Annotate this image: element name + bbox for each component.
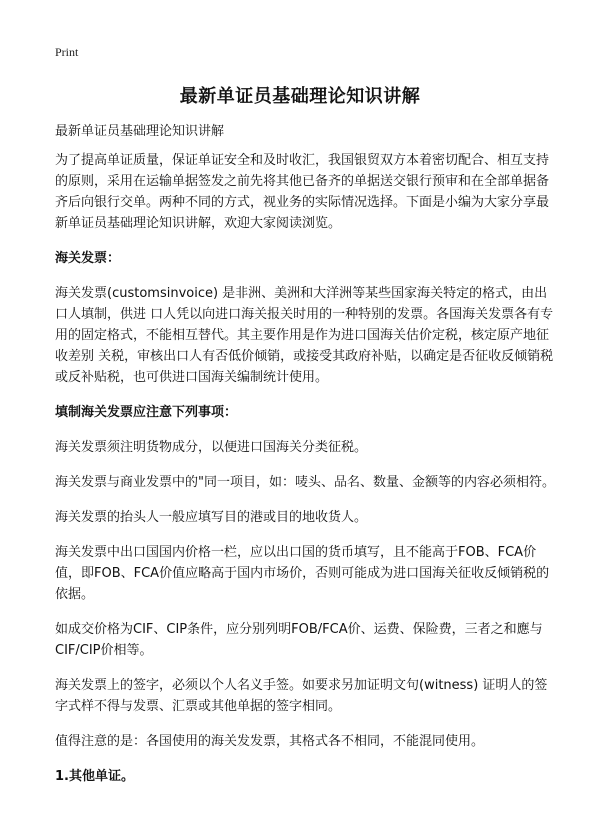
- note-paragraph-3: 海关发票的抬头人一般应填写目的港或目的地收货人。: [55, 510, 368, 525]
- note-paragraph-1: 海关发票须注明货物成分，以便进口国海关分类征税。: [55, 440, 368, 455]
- note-paragraph-4: 海关发票中出口国国内价格一栏，应以出口国的货币填写，且不能高于FOB、FCA价值，即FOB、FCA价值应略高于国内市场价，否则可能成为进口国海关征收反倾销税的依据。: [55, 545, 550, 602]
- section-heading-notes: 填制海关发票应注意下列事项：: [55, 405, 238, 420]
- section-heading-customs-invoice: 海关发票：: [55, 251, 121, 266]
- subtitle: 最新单证员基础理论知识讲解: [55, 124, 225, 139]
- note-paragraph-7: 值得注意的是：各国使用的海关发发票，其格式各不相同，不能混同使用。: [55, 734, 485, 749]
- page-title: 最新单证员基础理论知识讲解: [179, 86, 421, 107]
- note-paragraph-6: 海关发票上的签字，必须以个人名义手签。如要求另加证明文句(witness) 证明人的签字式样不得与发票、汇票或其他单据的签字相同。: [55, 678, 548, 714]
- print-label: Print: [55, 45, 79, 59]
- customs-invoice-paragraph: 海关发票(customsinvoice) 是非洲、美洲和大洋洲等某些国家海关特定的格式，由出口人填制，供进 口人凭以向进口海关报关时用的一种特别的发票。各国海关发票各有专用的固定格式，不能相互替代。其主要作用是作为进口国海关估价定税，核定原产地征收差别 关税，审核出口人有否低价倾销，或接受其政府补贴，以确定是否征收反倾销税或反补贴税，也可供进口国海关编制统计使用。: [55, 286, 554, 385]
- intro-paragraph: 为了提高单证质量，保证单证安全和及时收汇，我国银贸双方本着密切配合、相互支持的原则，采用在运输单据签发之前先将其他已备齐的单据送交银行预审和在全部单据备齐后向银行交单。两种不同的方式，视业务的实际情况选择。下面是小编为大家分享最新单证员基础理论知识讲解，欢迎大家阅读浏览。: [55, 153, 550, 231]
- document-body: [55, 121, 555, 801]
- note-paragraph-2: 海关发票与商业发票中的"同一项目，如：唛头、品名、数量、金额等的内容必须相符。: [55, 475, 555, 490]
- section-heading-other: 1.其他单证。: [55, 769, 134, 784]
- note-paragraph-5: 如成交价格为CIF、CIP条件，应分别列明FOB/FCA价、运费、保险费，三者之和應与CIF/CIP价相等。: [55, 622, 543, 658]
